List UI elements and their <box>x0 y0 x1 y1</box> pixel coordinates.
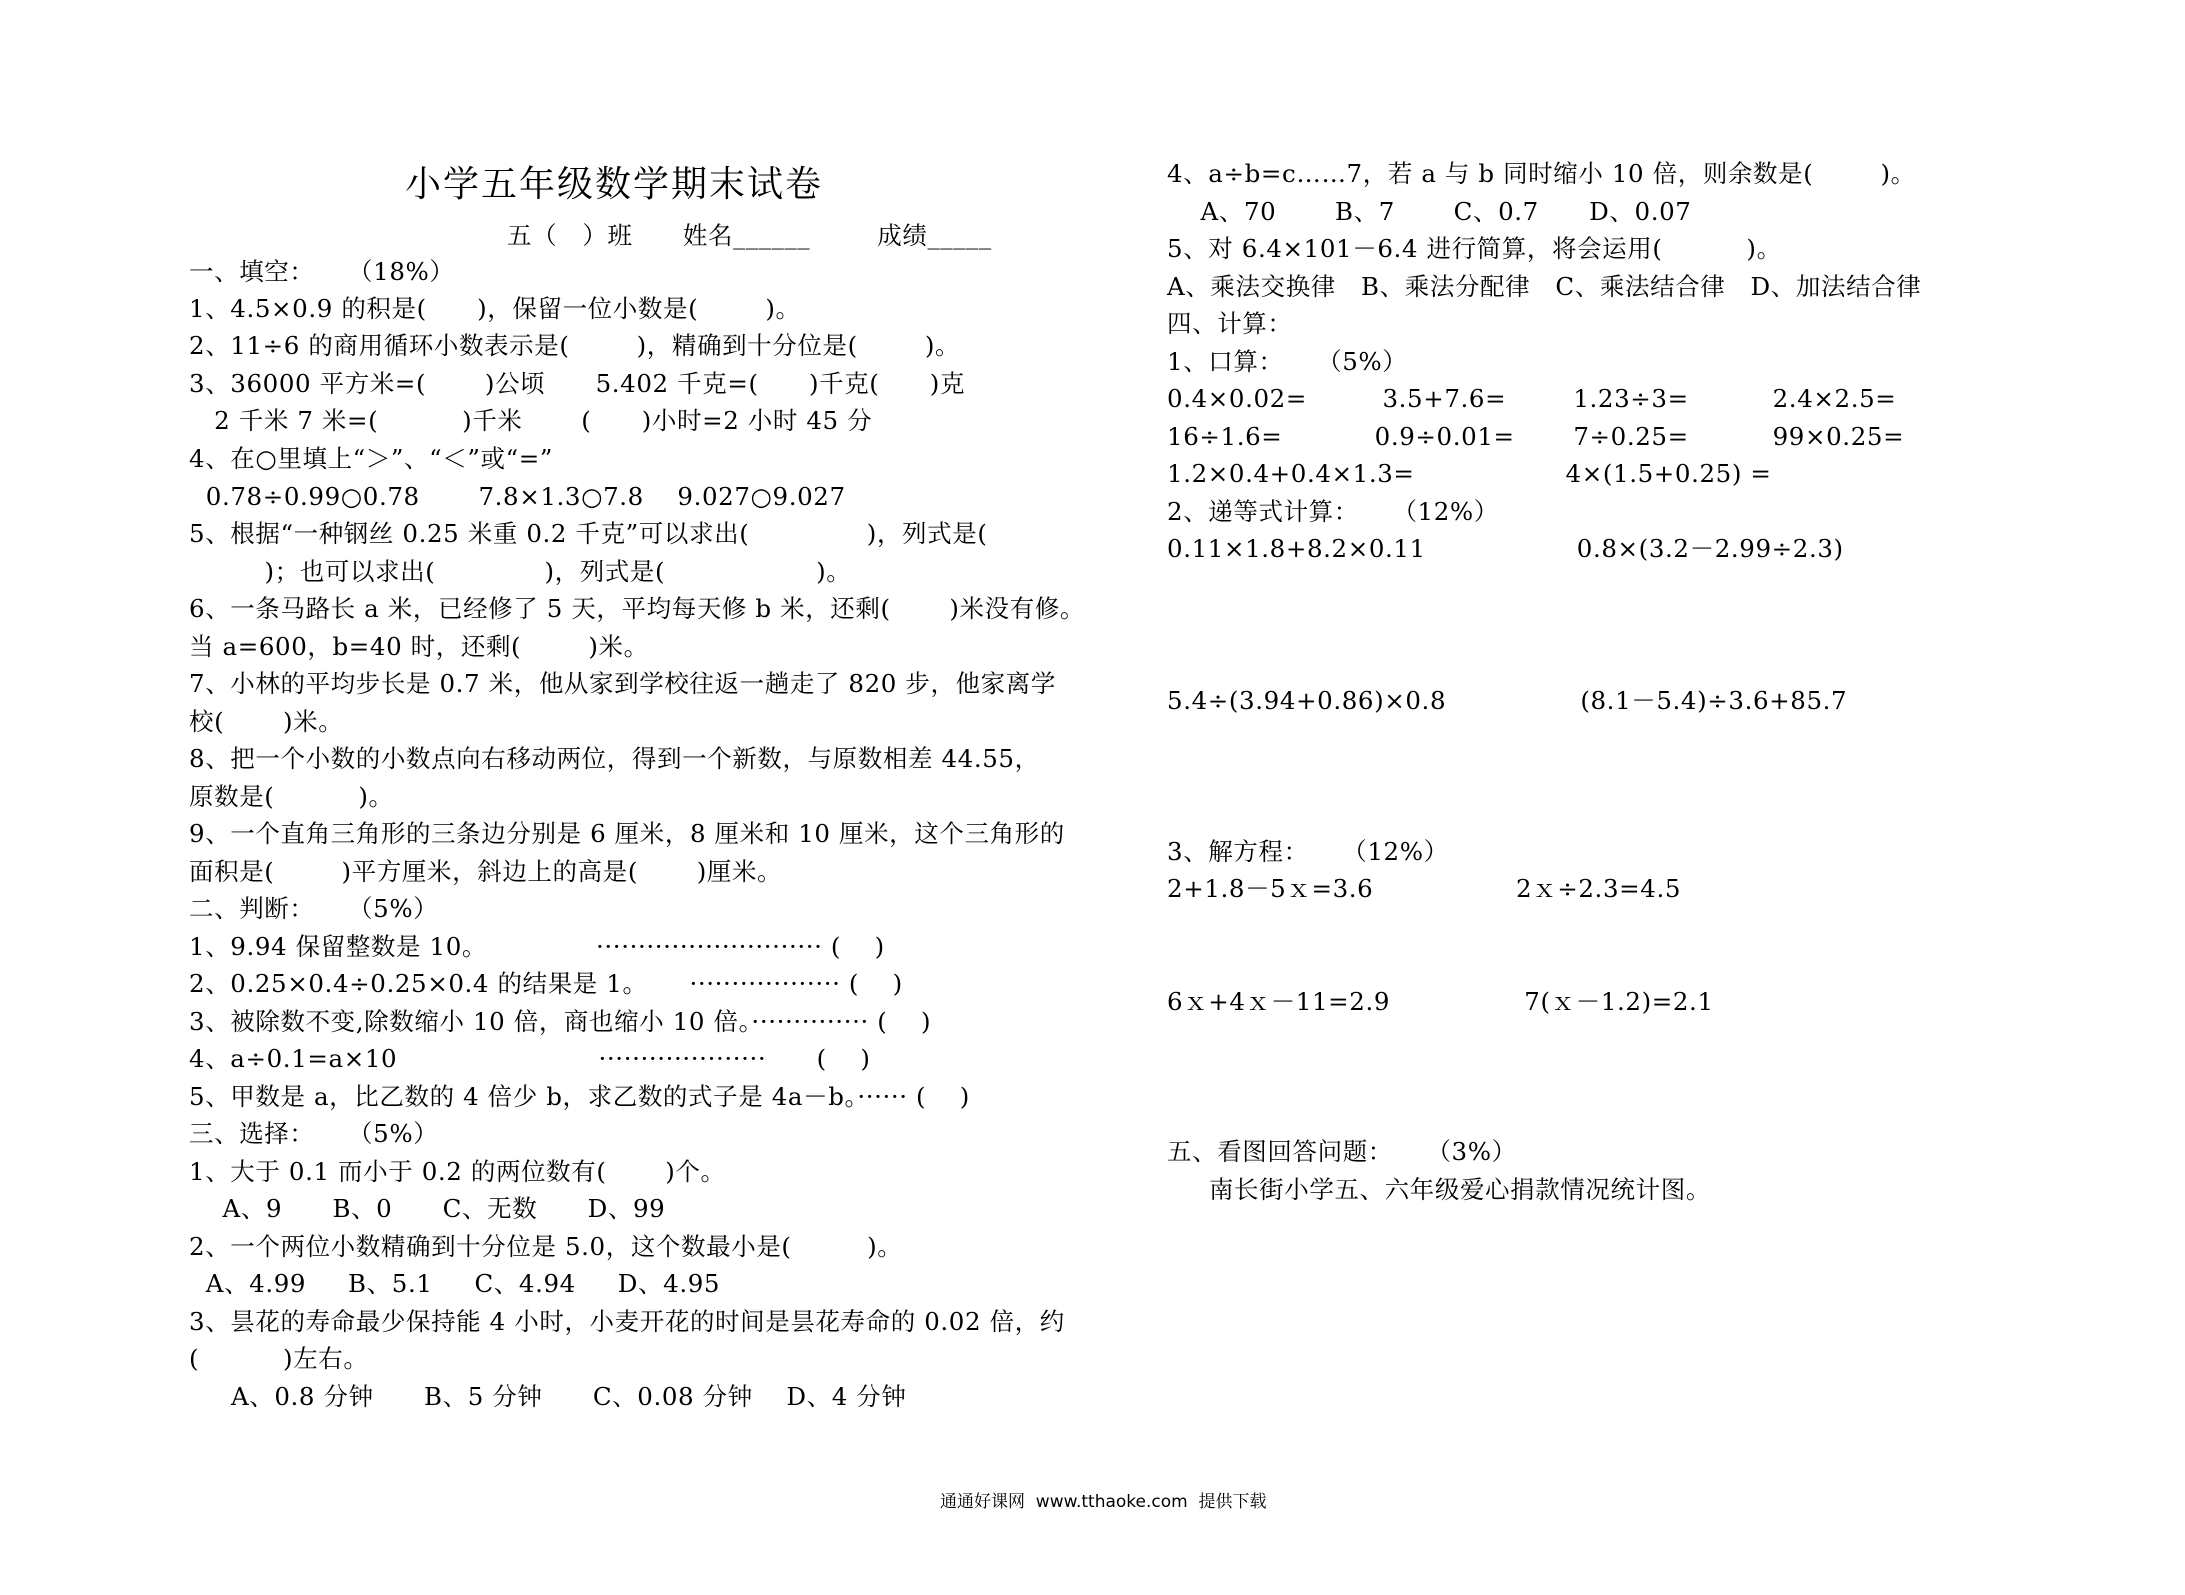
question-line: 5、对 6.4×101－6.4 进行简算，将会运用( )。 <box>1167 234 1782 263</box>
question-line: )；也可以求出( )，列式是( )。 <box>189 557 852 586</box>
question-line: A、70 B、7 C、0.7 D、0.07 <box>1167 197 1692 226</box>
question-line: 0.11×1.8+8.2×0.11 0.8×(3.2－2.99÷2.3) <box>1167 534 1844 563</box>
question-line: 3、昙花的寿命最少保持能 4 小时，小麦开花的时间是昙花寿命的 0.02 倍，约 <box>189 1307 1065 1336</box>
question-line: 3、36000 平方米=( )公顷 5.402 千克=( )千克( )克 <box>189 369 966 398</box>
question-line: 6ｘ+4ｘ－11=2.9 7(ｘ－1.2)=2.1 <box>1167 987 1714 1016</box>
section-true-false-heading: 二、判断： （5%） <box>189 894 439 923</box>
question-line: 2、递等式计算： （12%） <box>1167 497 1499 526</box>
footer-credit: 通通好课网 www.tthaoke.com 提供下载 <box>940 1492 1267 1512</box>
question-line: 9、一个直角三角形的三条边分别是 6 厘米，8 厘米和 10 厘米，这个三角形的 <box>189 819 1065 848</box>
question-line: ( )左右。 <box>189 1344 369 1373</box>
question-line: 16÷1.6= 0.9÷0.01= 7÷0.25= 99×0.25= <box>1167 422 1905 451</box>
question-line: 2、一个两位小数精确到十分位是 5.0，这个数最小是( )。 <box>189 1232 903 1261</box>
question-line: 7、小林的平均步长是 0.7 米，他从家到学校往返一趟走了 820 步，他家离学 <box>189 669 1056 698</box>
question-line: 5.4÷(3.94+0.86)×0.8 (8.1－5.4)÷3.6+85.7 <box>1167 686 1848 715</box>
question-line: 原数是( )。 <box>189 782 394 811</box>
question-line: A、0.8 分钟 B、5 分钟 C、0.08 分钟 D、4 分钟 <box>189 1382 907 1411</box>
question-line: 2、0.25×0.4÷0.25×0.4 的结果是 1。 ·················· ( ) <box>189 969 903 998</box>
question-line: 3、解方程： （12%） <box>1167 837 1449 866</box>
question-line: 2、11÷6 的商用循环小数表示是( )，精确到十分位是( )。 <box>189 331 961 360</box>
question-line: 南长街小学五、六年级爱心捐款情况统计图。 <box>1167 1175 1711 1204</box>
section-calculation-heading: 四、计算： <box>1167 309 1293 338</box>
question-line: 校( )米。 <box>189 707 344 736</box>
question-line: 1、4.5×0.9 的积是( )，保留一位小数是( )。 <box>189 294 801 323</box>
section-chart-question-heading: 五、看图回答问题： （3%） <box>1167 1137 1517 1166</box>
question-line: 2+1.8－5ｘ=3.6 2ｘ÷2.3=4.5 <box>1167 874 1682 903</box>
question-line: 3、被除数不变,除数缩小 10 倍，商也缩小 10 倍。·············· ( ) <box>189 1007 932 1036</box>
question-line: 当 a=600，b=40 时，还剩( )米。 <box>189 632 649 661</box>
section-choice-heading: 三、选择： （5%） <box>189 1119 439 1148</box>
question-line: 6、一条马路长 a 米，已经修了 5 天，平均每天修 b 米，还剩( )米没有修。 <box>189 594 1086 623</box>
question-line: 1.2×0.4+0.4×1.3= 4×(1.5+0.25) = <box>1167 459 1772 488</box>
question-line: 1、大于 0.1 而小于 0.2 的两位数有( )个。 <box>189 1157 726 1186</box>
question-line: 5、根据“一种钢丝 0.25 米重 0.2 千克”可以求出( )，列式是( <box>189 519 988 548</box>
question-line: 5、甲数是 a，比乙数的 4 倍少 b，求乙数的式子是 4a－b。······ ( ) <box>189 1082 970 1111</box>
question-line: 0.4×0.02= 3.5+7.6= 1.23÷3= 2.4×2.5= <box>1167 384 1897 413</box>
question-line: 0.78÷0.99○0.78 7.8×1.3○7.8 9.027○9.027 <box>189 482 846 511</box>
question-line: 4、a÷b=c……7，若 a 与 b 同时缩小 10 倍，则余数是( )。 <box>1167 159 1916 188</box>
question-line: A、4.99 B、5.1 C、4.94 D、4.95 <box>189 1269 721 1298</box>
question-line: 4、a÷0.1=a×10 ···················· ( ) <box>189 1044 871 1073</box>
question-line: 8、把一个小数的小数点向右移动两位，得到一个新数，与原数相差 44.55， <box>189 744 1040 773</box>
section-fill-in-heading: 一、填空： （18%） <box>189 257 455 286</box>
exam-title: 小学五年级数学期末试卷 <box>405 164 824 205</box>
question-line: A、9 B、0 C、无数 D、99 <box>189 1194 666 1223</box>
question-line: 1、口算： （5%） <box>1167 347 1408 376</box>
question-line: 2 千米 7 米=( )千米 ( )小时=2 小时 45 分 <box>189 406 873 435</box>
question-line: 面积是( )平方厘米，斜边上的高是( )厘米。 <box>189 857 783 886</box>
student-info-line: 五（ ）班 姓名______ 成绩_____ <box>507 221 992 250</box>
question-line: 4、在○里填上“＞”、“＜”或“=” <box>189 444 553 473</box>
question-line: A、乘法交换律 B、乘法分配律 C、乘法结合律 D、加法结合律 <box>1167 272 1922 301</box>
question-line: 1、9.94 保留整数是 10。 ··························· ( ) <box>189 932 885 961</box>
